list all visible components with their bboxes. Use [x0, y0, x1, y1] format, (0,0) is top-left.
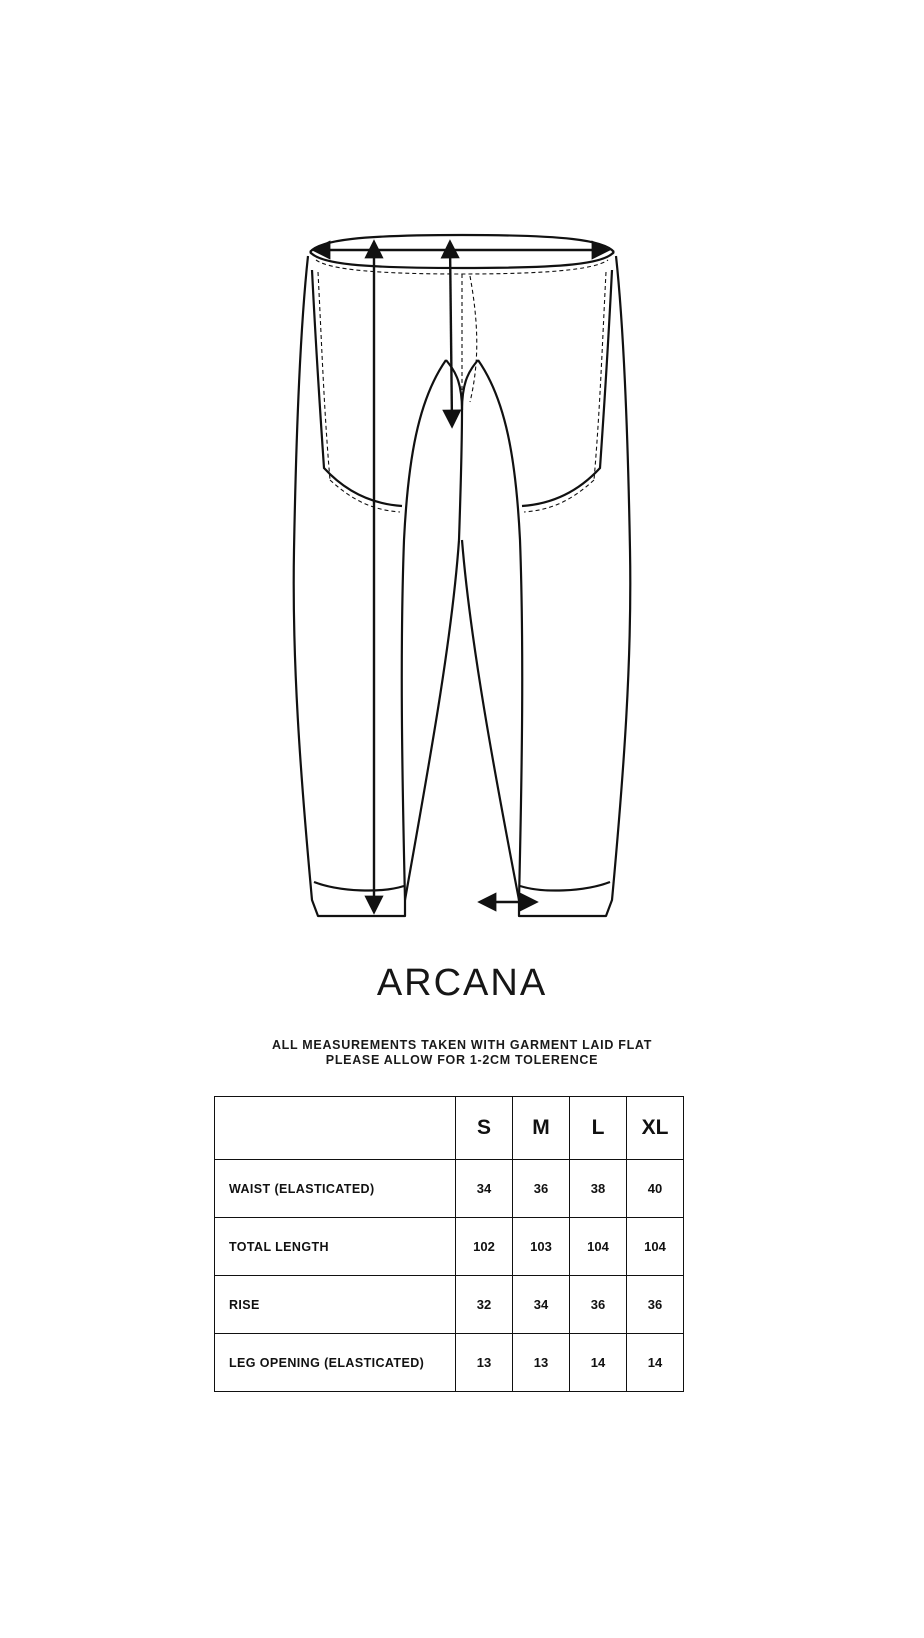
size-chart — [214, 1096, 670, 1392]
cell-leg-opening-m: 13 — [513, 1334, 570, 1392]
cell-rise-xl: 36 — [627, 1276, 684, 1334]
cell-rise-m: 34 — [513, 1276, 570, 1334]
row-label-rise: RISE — [215, 1276, 456, 1334]
column-header-xl: XL — [627, 1097, 684, 1160]
cell-waist-s: 34 — [456, 1160, 513, 1218]
row-label-leg-opening: LEG OPENING (ELASTICATED) — [215, 1334, 456, 1392]
column-header-m: M — [513, 1097, 570, 1160]
rise-arrow — [450, 244, 452, 424]
table-corner-cell — [215, 1097, 456, 1160]
cell-total-length-l: 104 — [570, 1218, 627, 1276]
cell-total-length-xl: 104 — [627, 1218, 684, 1276]
measurement-arrows — [316, 244, 606, 910]
table-row — [215, 1276, 684, 1334]
table-row — [215, 1218, 684, 1276]
table-row — [215, 1334, 684, 1392]
column-header-s: S — [456, 1097, 513, 1160]
row-label-waist: WAIST (ELASTICATED) — [215, 1160, 456, 1218]
measurement-note-line-1: ALL MEASUREMENTS TAKEN WITH GARMENT LAID FLAT — [271, 1038, 653, 1052]
garment-diagram — [0, 210, 924, 940]
page-title: ARCANA — [376, 962, 548, 1004]
cell-leg-opening-l: 14 — [570, 1334, 627, 1392]
measurement-note-line-2: PLEASE ALLOW FOR 1-2CM TOLERENCE — [325, 1053, 599, 1067]
table-header-row — [215, 1097, 684, 1160]
column-header-l: L — [570, 1097, 627, 1160]
cell-total-length-m: 103 — [513, 1218, 570, 1276]
measurement-notes — [0, 1038, 924, 1068]
cell-waist-l: 38 — [570, 1160, 627, 1218]
cell-total-length-s: 102 — [456, 1218, 513, 1276]
cell-leg-opening-xl: 14 — [627, 1334, 684, 1392]
cell-waist-m: 36 — [513, 1160, 570, 1218]
cell-leg-opening-s: 13 — [456, 1334, 513, 1392]
table-row — [215, 1160, 684, 1218]
cell-rise-s: 32 — [456, 1276, 513, 1334]
row-label-total-length: TOTAL LENGTH — [215, 1218, 456, 1276]
cell-waist-xl: 40 — [627, 1160, 684, 1218]
size-table — [214, 1096, 684, 1392]
cell-rise-l: 36 — [570, 1276, 627, 1334]
